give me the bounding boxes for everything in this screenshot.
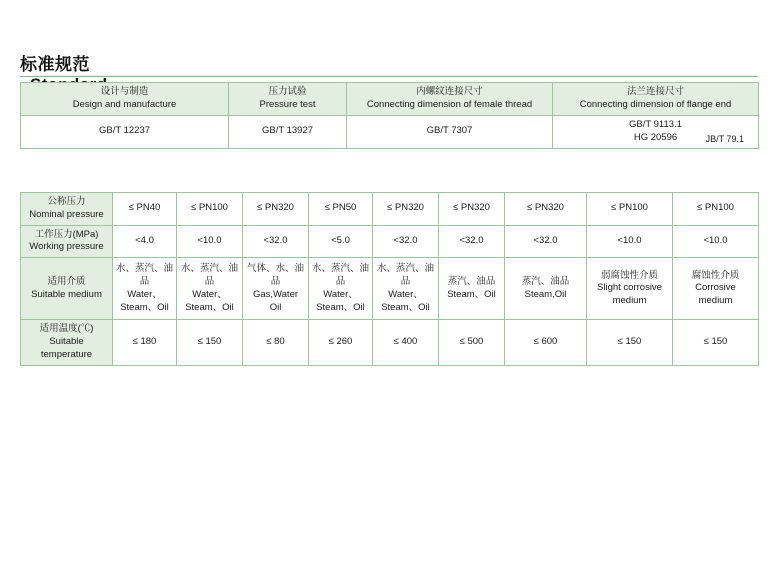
cell-value: <10.0 <box>587 225 673 258</box>
cell-value: 蒸汽、油品 Steam,Oil <box>505 258 587 320</box>
cell-value: ≤ 150 <box>587 320 673 365</box>
cell-value: ≤ PN320 <box>243 193 309 226</box>
cell-value: <32.0 <box>439 225 505 258</box>
cell-value: ≤ PN50 <box>309 193 373 226</box>
cell-value: ≤ 180 <box>113 320 177 365</box>
cell-value: 水、蒸汽、油品 Water、 Steam、Oil <box>373 258 439 320</box>
cell-value: <10.0 <box>673 225 759 258</box>
table-row-working-pressure <box>21 225 759 258</box>
cell-value: <4.0 <box>113 225 177 258</box>
cell-value: ≤ PN320 <box>373 193 439 226</box>
parameters-table <box>20 192 759 366</box>
table-row <box>21 83 759 116</box>
rowhead-zh: 公称压力 <box>47 196 86 207</box>
cell-value: 蒸汽、油品 Steam、Oil <box>439 258 505 320</box>
cell-value: 水、蒸汽、油品 Water、 Steam、Oil <box>177 258 243 320</box>
cell-value: ≤ 260 <box>309 320 373 365</box>
cell-value: ≤ PN40 <box>113 193 177 226</box>
cell-value: ≤ 500 <box>439 320 505 365</box>
rowhead-en: Nominal pressure <box>29 208 104 220</box>
value-flange-standard <box>553 115 759 148</box>
cell-value: ≤ PN320 <box>439 193 505 226</box>
cell-value: <5.0 <box>309 225 373 258</box>
value-female-thread-standard: GB/T 7307 <box>347 115 553 148</box>
cell-value: ≤ PN100 <box>177 193 243 226</box>
header-en: Pressure test <box>259 98 316 110</box>
header-en: Design and manufacture <box>72 98 177 110</box>
rowhead-suitable-medium <box>21 258 113 320</box>
header-zh: 法兰连接尺寸 <box>626 86 684 97</box>
cell-value: ≤ PN320 <box>505 193 587 226</box>
header-zh: 压力试验 <box>268 86 307 97</box>
table-row-suitable-medium <box>21 258 759 320</box>
flange-standard-line3: JB/T 79.1 <box>705 134 744 145</box>
cell-value: 弱腐蚀性介质 Slight corrosive medium <box>587 258 673 320</box>
cell-value: ≤ 80 <box>243 320 309 365</box>
rowhead-en: Suitable temperature <box>40 336 93 360</box>
cell-value: <32.0 <box>505 225 587 258</box>
header-female-thread <box>347 83 553 116</box>
cell-value: ≤ PN100 <box>673 193 759 226</box>
cell-value: <32.0 <box>243 225 309 258</box>
table-row-suitable-temperature <box>21 320 759 365</box>
cell-value: <10.0 <box>177 225 243 258</box>
standard-table <box>20 82 759 149</box>
cell-value: 气体、水、油品 Gas,Water Oil <box>243 258 309 320</box>
cell-value: <32.0 <box>373 225 439 258</box>
value-pressure-test-standard: GB/T 13927 <box>229 115 347 148</box>
table-row <box>21 115 759 148</box>
cell-value: ≤ 150 <box>673 320 759 365</box>
cell-value: 水、蒸汽、油品 Water、 Steam、Oil <box>309 258 373 320</box>
cell-value: 水、蒸汽、油品 Water、 Steam、Oil <box>113 258 177 320</box>
header-zh: 设计与制造 <box>100 86 149 97</box>
table-row-nominal-pressure <box>21 193 759 226</box>
header-zh: 内螺纹连接尺寸 <box>416 86 483 97</box>
rowhead-zh: 工作压力(MPa) <box>34 228 99 240</box>
rowhead-en: Working pressure <box>29 241 104 253</box>
cell-value: ≤ PN100 <box>587 193 673 226</box>
value-design-standard: GB/T 12237 <box>21 115 229 148</box>
flange-standard-line1: GB/T 9113.1 <box>629 118 682 130</box>
cell-value: ≤ 400 <box>373 320 439 365</box>
rowhead-en: Suitable medium <box>31 288 102 300</box>
header-flange-end <box>553 83 759 116</box>
header-pressure-test <box>229 83 347 116</box>
header-design-and-manufacture <box>21 83 229 116</box>
page-title-zh: 标准规范 <box>20 55 90 74</box>
flange-standard-line2: HG 20596 <box>633 131 678 143</box>
cell-value: ≤ 600 <box>505 320 587 365</box>
rowhead-zh: 适用温度(℃) <box>39 323 94 335</box>
title-divider <box>20 76 758 77</box>
header-en: Connecting dimension of flange end <box>579 98 732 110</box>
rowhead-suitable-temperature <box>21 320 113 365</box>
rowhead-nominal-pressure <box>21 193 113 226</box>
header-en: Connecting dimension of female thread <box>366 98 533 110</box>
rowhead-zh: 适用介质 <box>47 275 86 287</box>
rowhead-working-pressure <box>21 225 113 258</box>
cell-value: 腐蚀性介质 Corrosive medium <box>673 258 759 320</box>
cell-value: ≤ 150 <box>177 320 243 365</box>
